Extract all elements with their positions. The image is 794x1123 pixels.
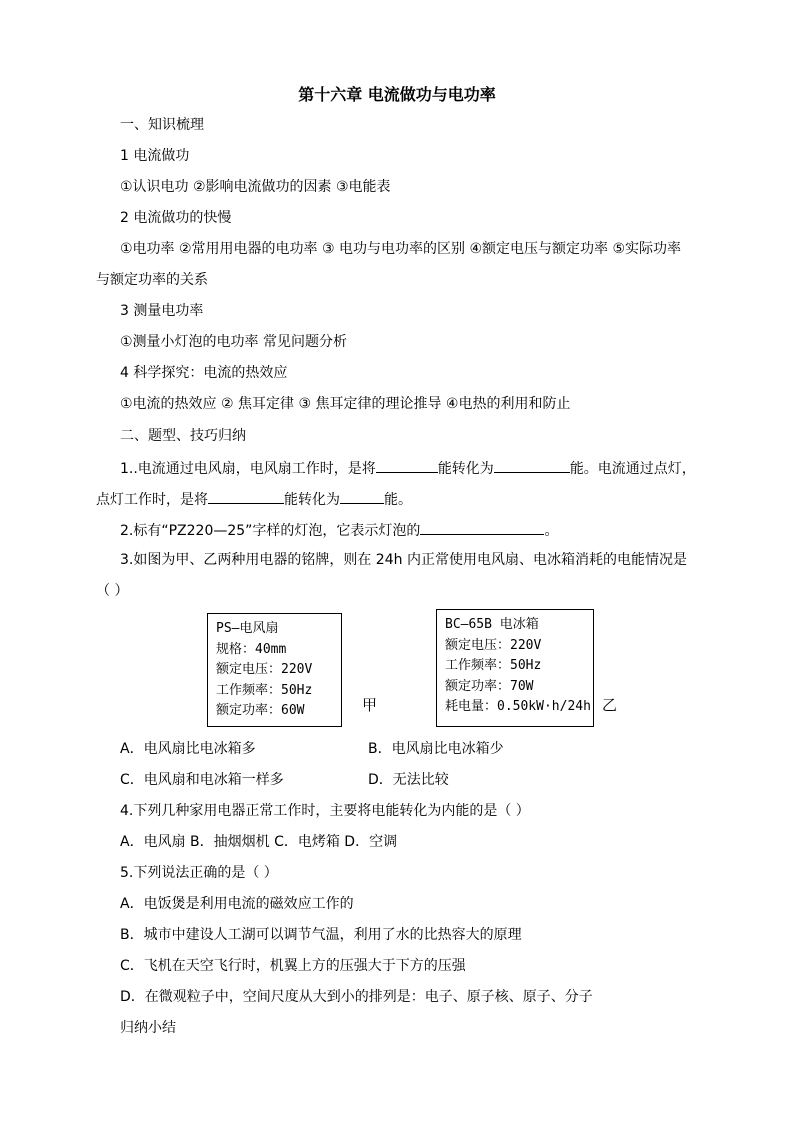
q1-text-c: 能。电流通过点灯，	[569, 461, 696, 477]
fan-line-1: 规格：40mm	[216, 641, 287, 657]
summary-heading: 归纳小结	[120, 1020, 176, 1036]
section-heading-knowledge: 一、知识梳理	[120, 117, 204, 133]
q1-text-e: 能转化为	[284, 492, 340, 508]
q1-blank-4[interactable]	[340, 489, 384, 504]
question-4-options: A．电风扇 B．抽烟烟机 C．电烤箱 D．空调	[120, 834, 398, 850]
q5-option-c: C．飞机在天空飞行时，机翼上方的压强大于下方的压强	[120, 958, 466, 974]
question-4-stem: 4.下列几种家用电器正常工作时，主要将电能转化为内能的是（ ）	[120, 803, 530, 819]
fan-line-2: 额定电压：220V	[216, 662, 313, 677]
topic-items-1: ①认识电功 ②影响电流做功的因素 ③电能表	[120, 179, 391, 195]
q5-option-d: D．在微观粒子中，空间尺度从大到小的排列是：电子、原子核、原子、分子	[120, 989, 593, 1005]
q2-text-b: 。	[544, 523, 559, 539]
topic-title-1: 1 电流做功	[120, 148, 190, 164]
fan-line-4: 额定功率：60W	[216, 703, 305, 718]
topic-items-4: ①电流的热效应 ② 焦耳定律 ③ 焦耳定律的理论推导 ④电热的利用和防止	[120, 396, 571, 412]
q5-option-a: A．电饭煲是利用电流的磁效应工作的	[120, 896, 354, 912]
q1-blank-3[interactable]	[208, 489, 284, 504]
question-3-stem: 3.如图为甲、乙两种用电器的铭牌，则在 24h 内正常使用电风扇、电冰箱消耗的电能情况是	[120, 552, 687, 568]
topic-title-4: 4 科学探究：电流的热效应	[120, 365, 288, 381]
question-1-line1	[120, 458, 696, 478]
topic-title-2: 2 电流做功的快慢	[120, 210, 232, 226]
question-2	[120, 520, 558, 540]
topic-items-2-line2: 与额定功率的关系	[96, 272, 208, 288]
topic-title-3: 3 测量电功率	[120, 303, 204, 319]
topic-items-3: ①测量小灯泡的电功率 常见问题分析	[120, 334, 348, 350]
topic-items-2-line1: ①电功率 ②常用用电器的电功率 ③ 电功与电功率的区别 ④额定电压与额定功率 ⑤实际功率	[120, 241, 682, 257]
fan-nameplate	[207, 613, 342, 727]
fridge-line-4: 耗电量：0.50kW·h/24h	[445, 699, 591, 714]
question-3-paren: （ ）	[96, 583, 129, 599]
q2-blank[interactable]	[420, 520, 544, 535]
fridge-nameplate	[436, 609, 594, 727]
q1-text-f: 能。	[384, 492, 412, 508]
q1-text-b: 能转化为	[437, 461, 494, 477]
fridge-line-3: 额定功率：70W	[445, 678, 534, 694]
q1-text-d: 点灯工作时，是将	[96, 492, 208, 508]
page-title: 第十六章 电流做功与电功率	[298, 85, 496, 104]
fridge-line-1: 额定电压：220V	[445, 637, 542, 653]
section-heading-questions: 二、题型、技巧归纳	[120, 428, 246, 444]
q3-option-c: C．电风扇和电冰箱一样多	[120, 772, 284, 788]
fridge-line-2: 工作频率：50Hz	[445, 658, 542, 673]
fridge-line-0: BC—65B 电冰箱	[445, 617, 539, 632]
fan-line-0: PS—电风扇	[216, 621, 279, 636]
question-5-stem: 5.下列说法正确的是（ ）	[120, 865, 278, 881]
q3-option-b: B．电风扇比电冰箱少	[368, 741, 504, 757]
q1-blank-2[interactable]	[494, 458, 570, 473]
q1-blank-1[interactable]	[376, 458, 438, 473]
q1-text-a: 1..电流通过电风扇，电风扇工作时，是将	[120, 461, 376, 477]
label-jia: 甲	[362, 696, 378, 714]
question-1-line2	[96, 489, 412, 509]
label-yi: 乙	[602, 696, 618, 714]
fan-line-3: 工作频率：50Hz	[216, 682, 313, 698]
q2-text-a: 2.标有“PZ220—25”字样的灯泡，它表示灯泡的	[120, 523, 421, 539]
q3-option-d: D．无法比较	[368, 772, 449, 788]
q3-option-a: A．电风扇比电冰箱多	[120, 741, 256, 757]
q5-option-b: B．城市中建设人工湖可以调节气温，利用了水的比热容大的原理	[120, 927, 522, 943]
